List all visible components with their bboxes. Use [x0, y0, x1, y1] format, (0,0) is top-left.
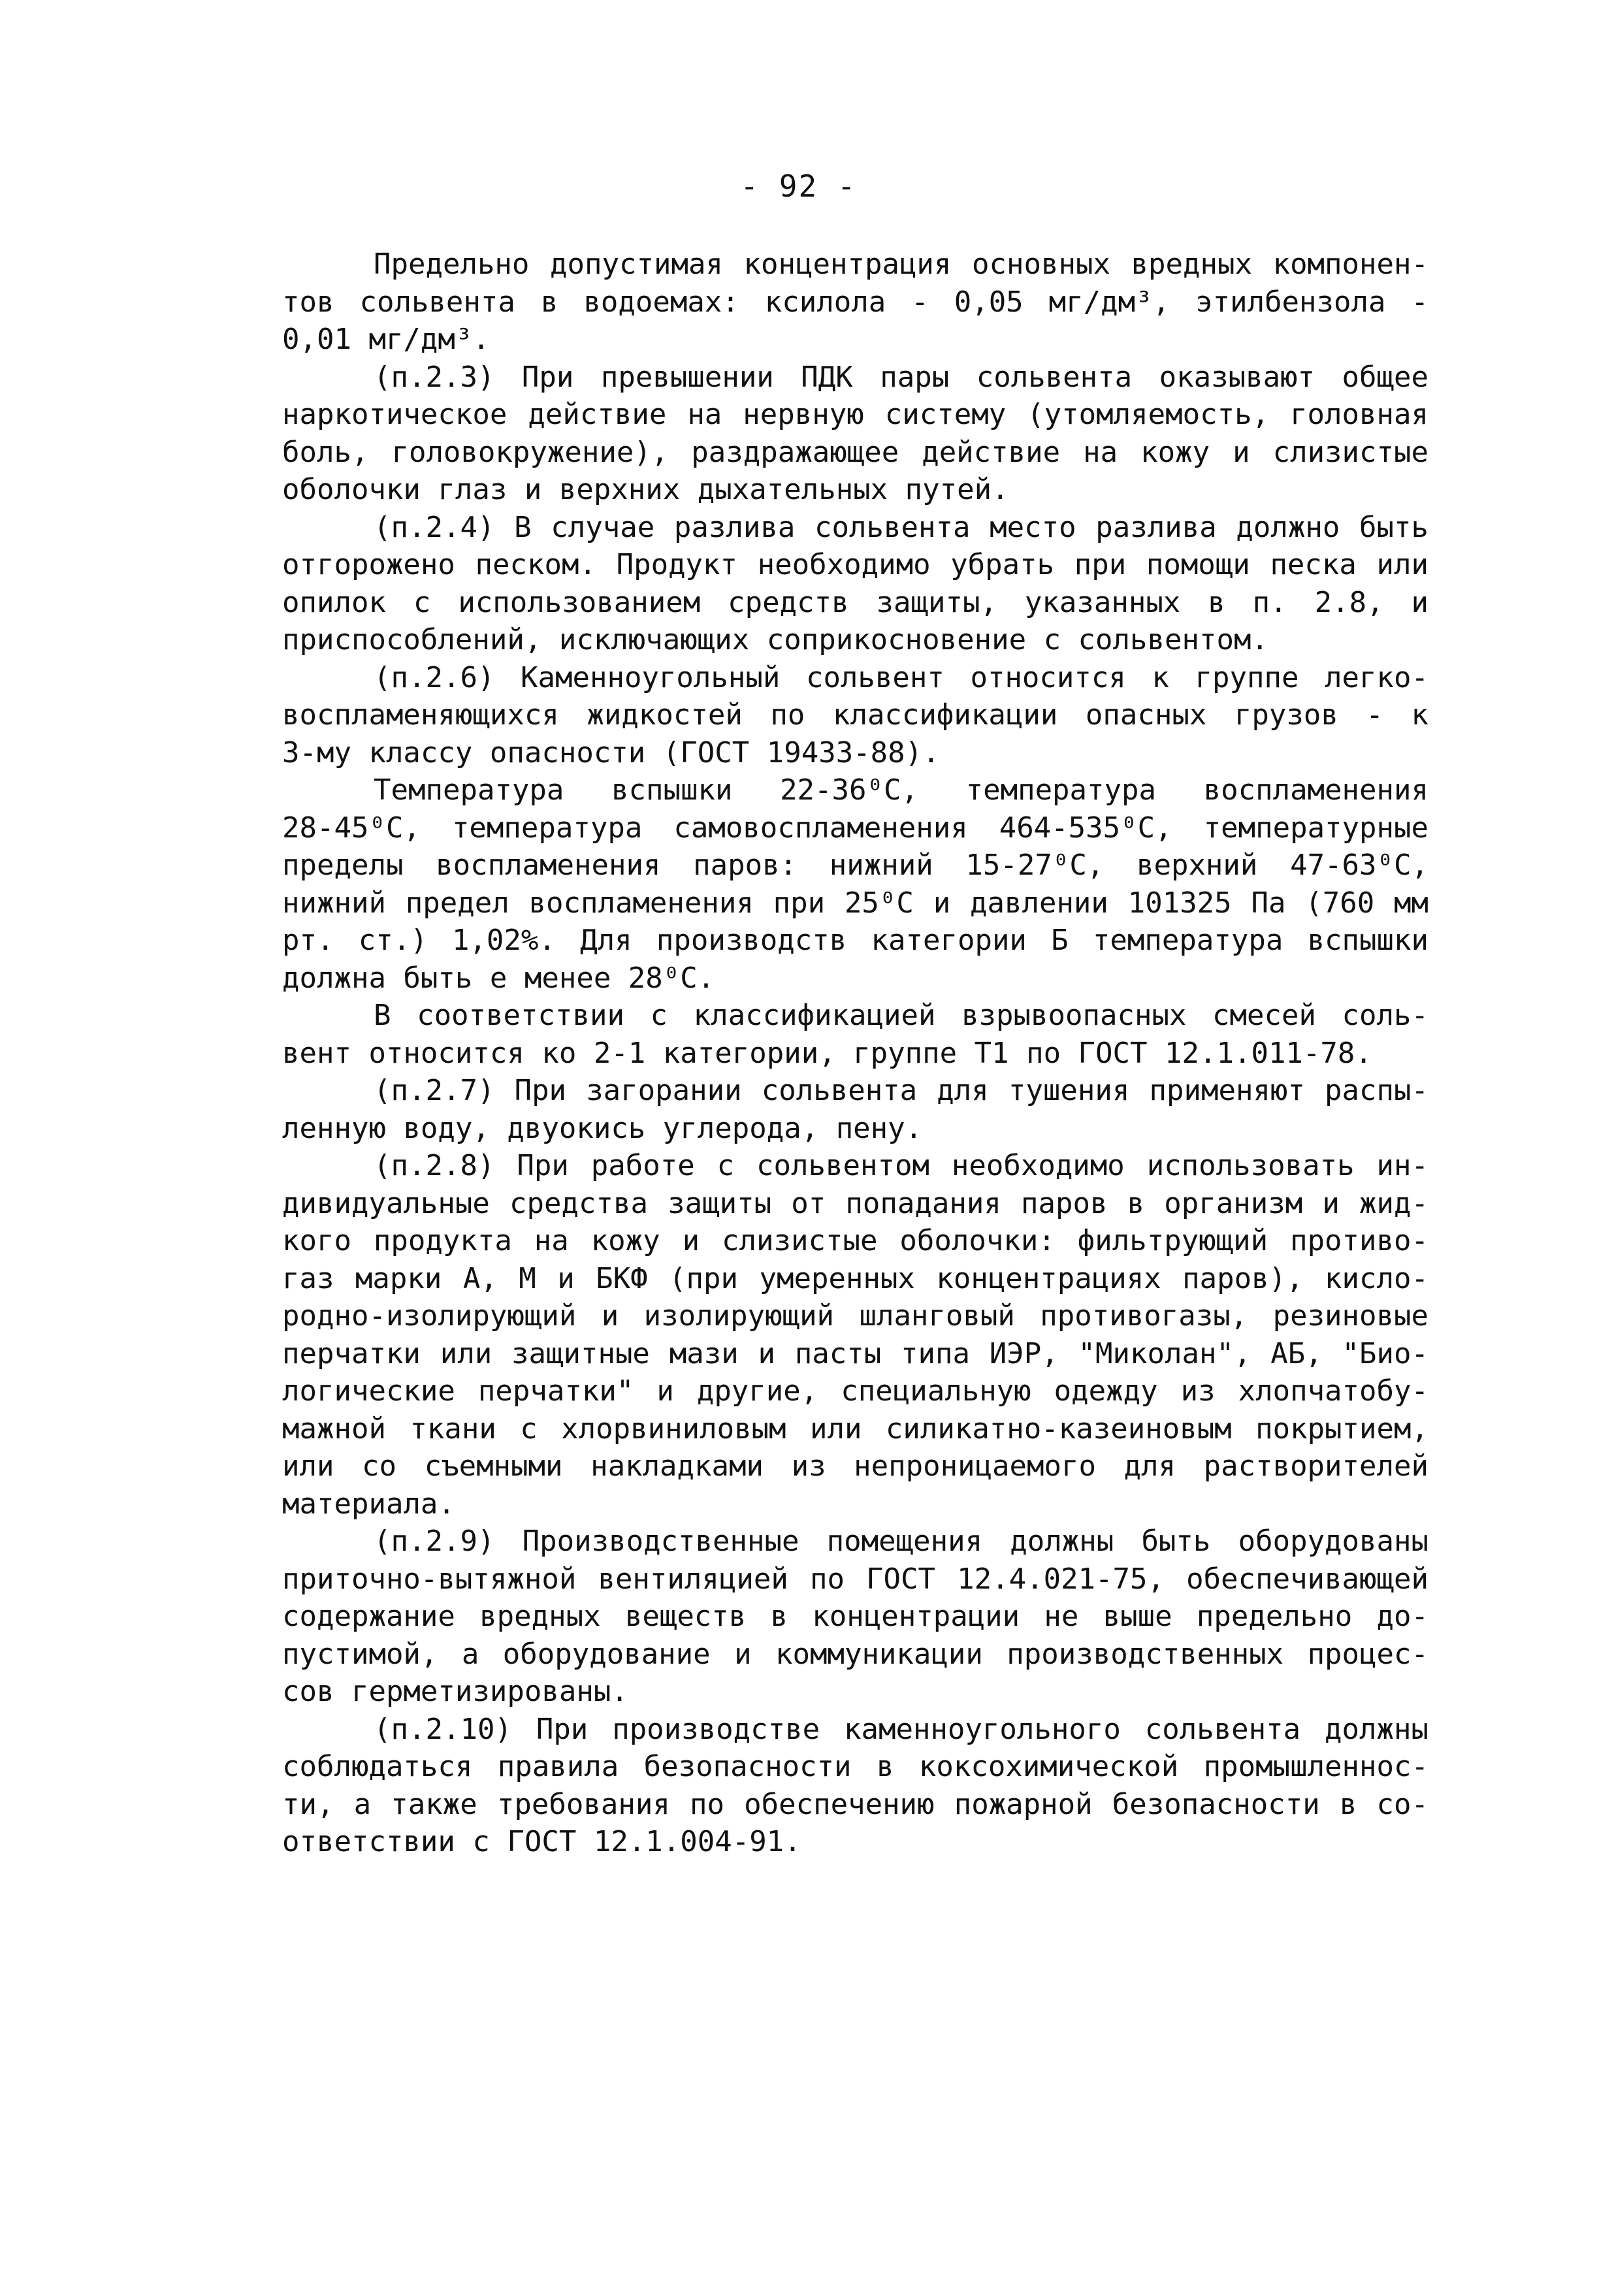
document-body — [282, 246, 1428, 1861]
text-line: воспламеняющихся жидкостей по классификации опасных грузов - к — [282, 698, 1428, 732]
text-line: опилок с использованием средств защиты, указанных в п. 2.8, и — [282, 585, 1428, 619]
text-line: приспособлений, исключающих соприкосновение с сольвентом. — [282, 623, 1268, 656]
text-line: ответствии с ГОСТ 12.1.004-91. — [282, 1825, 801, 1858]
text-line: логические перчатки" и другие, специальную одежду из хлопчатобу- — [282, 1374, 1428, 1408]
text-line: (п.2.10) При производстве каменноугольного сольвента должны — [374, 1712, 1428, 1746]
text-line: (п.2.4) В случае разлива сольвента место разлива должно быть — [374, 510, 1428, 544]
text-line: или со съемными накладками из непроницаемого для растворителей — [282, 1449, 1428, 1483]
text-line: должна быть е менее 28⁰С. — [282, 961, 715, 995]
text-line: нижний предел воспламенения при 25⁰С и давлении 101325 Па (760 мм — [282, 886, 1428, 920]
text-line: оболочки глаз и верхних дыхательных путей. — [282, 473, 1009, 506]
text-line: 0,01 мг/дм³. — [282, 323, 490, 356]
text-line: рт. ст.) 1,02%. Для производств категории Б температура вспышки — [282, 924, 1428, 957]
text-line: отгорожено песком. Продукт необходимо убрать при помощи песка или — [282, 548, 1428, 581]
text-line: материала. — [282, 1487, 455, 1521]
text-line: содержание вредных веществ в концентрации не выше предельно до- — [282, 1600, 1428, 1633]
text-line: ленную воду, двуокись углерода, пену. — [282, 1111, 923, 1145]
text-line: пустимой, а оборудование и коммуникации производственных процес- — [282, 1637, 1428, 1671]
text-line: В соответствии с классификацией взрывоопасных смесей соль- — [374, 999, 1428, 1032]
text-line: сов герметизированы. — [282, 1675, 628, 1708]
text-line: (п.2.3) При превышении ПДК пары сольвента оказывают общее — [374, 360, 1428, 394]
text-line: дивидуальные средства защиты от попадания паров в организм и жид- — [282, 1186, 1428, 1220]
text-line: кого продукта на кожу и слизистые оболочки: фильтрующий противо- — [282, 1224, 1428, 1257]
text-line: (п.2.7) При загорании сольвента для тушения применяют распы- — [374, 1074, 1428, 1107]
text-line: Температура вспышки 22-36⁰С, температура воспламенения — [374, 773, 1428, 807]
text-line: пределы воспламенения паров: нижний 15-27⁰С, верхний 47-63⁰С, — [282, 849, 1428, 882]
page-number: - 92 - — [740, 169, 857, 204]
text-line: 3-му классу опасности (ГОСТ 19433-88). — [282, 736, 940, 769]
text-line: (п.2.9) Производственные помещения должны быть оборудованы — [374, 1525, 1428, 1558]
text-line: (п.2.8) При работе с сольвентом необходимо использовать ин- — [374, 1149, 1428, 1182]
text-line: ти, а также требования по обеспечению пожарной безопасности в со- — [282, 1787, 1428, 1821]
text-line: боль, головокружение), раздражающее действие на кожу и слизистые — [282, 435, 1428, 469]
text-line: вент относится ко 2-1 категории, группе Т1 по ГОСТ 12.1.011-78. — [282, 1036, 1372, 1070]
text-line: (п.2.6) Каменноугольный сольвент относится к группе легко- — [374, 660, 1428, 694]
text-line: приточно-вытяжной вентиляцией по ГОСТ 12.4.021-75, обеспечивающей — [282, 1562, 1428, 1596]
text-line: перчатки или защитные мази и пасты типа ИЭР, "Миколан", АБ, "Био- — [282, 1336, 1428, 1370]
text-line: наркотическое действие на нервную систему (утомляемость, головная — [282, 398, 1428, 431]
text-line: Предельно допустимая концентрация основных вредных компонен- — [374, 248, 1428, 281]
text-line: соблюдаться правила безопасности в коксохимической промышленнос- — [282, 1750, 1428, 1783]
text-line: тов сольвента в водоемах: ксилола - 0,05 мг/дм³, этилбензола - — [282, 285, 1428, 319]
text-line: родно-изолирующий и изолирующий шланговый противогазы, резиновые — [282, 1299, 1428, 1333]
text-line: газ марки А, М и БКФ (при умеренных концентрациях паров), кисло- — [282, 1261, 1428, 1295]
text-line: 28-45⁰С, температура самовоспламенения 464-535⁰С, температурные — [282, 811, 1428, 845]
text-line: мажной ткани с хлорвиниловым или силикатно-казеиновым покрытием, — [282, 1412, 1428, 1446]
